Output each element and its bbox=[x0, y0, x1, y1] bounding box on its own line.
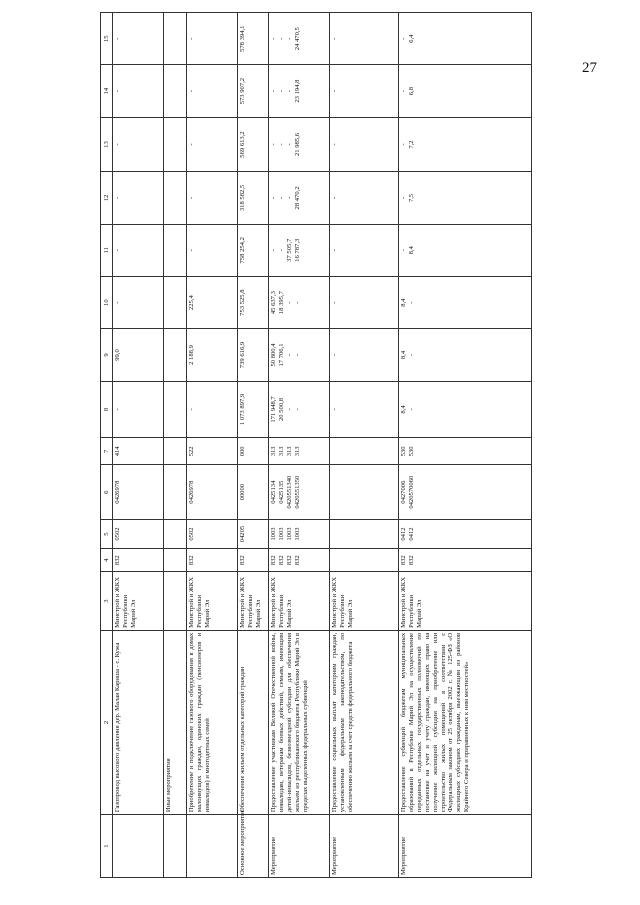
cell-value: - bbox=[285, 301, 293, 304]
cell-col-10 bbox=[238, 276, 269, 328]
cell-col-5 bbox=[187, 519, 238, 548]
cell-col-4 bbox=[238, 549, 269, 572]
program-table bbox=[100, 12, 532, 878]
col-header: 9 bbox=[101, 329, 113, 381]
cell-col-12 bbox=[238, 172, 269, 224]
cell-col-13 bbox=[269, 117, 330, 171]
col-header: 10 bbox=[101, 276, 113, 328]
cell-name: Предоставление социальных выплат категориям граждан, установленным федеральным законодательством, по обеспечению жильем за счет средств федерального бюджета bbox=[330, 630, 399, 814]
cell-value: 832 bbox=[270, 555, 277, 566]
col-header: 8 bbox=[101, 381, 113, 438]
table-row bbox=[113, 13, 164, 878]
cell-value: - bbox=[400, 37, 407, 40]
cell-value: - bbox=[400, 196, 407, 200]
cell-col-14 bbox=[113, 65, 164, 117]
cell-value: - bbox=[331, 37, 338, 40]
cell-value: - bbox=[277, 90, 285, 93]
cell-col-8 bbox=[269, 381, 330, 438]
cell-col-11 bbox=[238, 224, 269, 276]
cell-value: 28 470,2 bbox=[293, 186, 301, 210]
cell-executor: Минстрой и ЖКХ Республики Марий Эл bbox=[187, 572, 238, 631]
cell-value: 2 188,9 bbox=[188, 345, 195, 365]
cell-value: 0425135 bbox=[277, 480, 285, 504]
cell-value: 7,5 bbox=[407, 193, 415, 203]
table-row bbox=[187, 13, 238, 878]
cell-value: - bbox=[277, 143, 285, 146]
cell-col-7 bbox=[164, 438, 187, 465]
cell-col-15 bbox=[399, 13, 532, 65]
cell-value: 832 bbox=[400, 555, 407, 566]
cell-value: - bbox=[285, 37, 293, 40]
cell-value: - bbox=[277, 196, 285, 200]
table-body bbox=[113, 13, 532, 878]
cell-col-6 bbox=[330, 465, 399, 519]
cell-value: 17 706,1 bbox=[277, 343, 285, 367]
cell-value: - bbox=[188, 249, 195, 252]
col-header: 5 bbox=[101, 519, 113, 548]
cell-value: 0502 bbox=[188, 527, 195, 541]
column-number-row bbox=[101, 13, 113, 878]
cell-value: 0426978 bbox=[188, 480, 195, 504]
cell-value: - bbox=[188, 37, 195, 40]
cell-col-1 bbox=[187, 815, 238, 878]
cell-col-6 bbox=[399, 465, 532, 519]
cell-value: 00000 bbox=[239, 483, 246, 501]
cell-value: 225,4 bbox=[188, 295, 195, 311]
cell-col-9 bbox=[164, 329, 187, 381]
cell-name: Предоставление участникам Великой Отечественной войны, инвалидам, ветеранам боевых действий, семьям, имеющим детей-инвалидов, безвозмездной субсидии для обеспечения жильем из республиканского бюджета Республики Марий Эл в пределах выделенных федеральных субвенций bbox=[269, 630, 330, 814]
cell-value: 414 bbox=[114, 446, 121, 457]
cell-executor: Минстрой и ЖКХ Республики Марий Эл bbox=[330, 572, 399, 631]
cell-value: - bbox=[331, 408, 338, 411]
cell-col-6 bbox=[269, 465, 330, 519]
cell-col-11 bbox=[399, 224, 532, 276]
cell-value: 8,4 bbox=[400, 298, 407, 307]
cell-value: 6,4 bbox=[407, 34, 415, 43]
cell-col-13 bbox=[238, 117, 269, 171]
col-header: 11 bbox=[101, 224, 113, 276]
cell-col-10 bbox=[269, 276, 330, 328]
cell-value: 24 470,5 bbox=[293, 27, 301, 51]
cell-col-4 bbox=[269, 549, 330, 572]
col-header: 7 bbox=[101, 438, 113, 465]
cell-value: 739 616,9 bbox=[239, 341, 246, 369]
cell-value: 832 bbox=[293, 555, 301, 566]
cell-col-6 bbox=[113, 465, 164, 519]
cell-col-13 bbox=[330, 117, 399, 171]
cell-col-15 bbox=[269, 13, 330, 65]
cell-value: 313 bbox=[293, 446, 301, 457]
cell-value: 1003 bbox=[293, 527, 301, 541]
cell-value: 832 bbox=[239, 555, 246, 566]
cell-value: - bbox=[285, 353, 293, 357]
cell-value: - bbox=[270, 196, 277, 200]
cell-value: - bbox=[331, 301, 338, 304]
cell-value: 832 bbox=[188, 555, 195, 566]
cell-value: - bbox=[407, 353, 415, 357]
cell-col-15 bbox=[113, 13, 164, 65]
cell-name: Приобретение и подключение газового оборудования в домах малоимущих граждан, одиноких граждан (пенсионеров и инвалидов) и многодетных семей bbox=[187, 630, 238, 814]
cell-col-10 bbox=[164, 276, 187, 328]
cell-value: 530 bbox=[407, 446, 415, 457]
cell-col-7 bbox=[187, 438, 238, 465]
col-header: 4 bbox=[101, 549, 113, 572]
cell-executor: Минстрой и ЖКХ Республики Марий Эл bbox=[113, 572, 164, 631]
cell-executor: Минстрой и ЖКХ Республики Марий Эл bbox=[399, 572, 532, 631]
cell-col-5 bbox=[399, 519, 532, 548]
cell-col-14 bbox=[164, 65, 187, 117]
cell-value: 0427006 bbox=[400, 480, 407, 504]
cell-value: - bbox=[400, 90, 407, 93]
cell-col-7 bbox=[330, 438, 399, 465]
col-header: 14 bbox=[101, 65, 113, 117]
cell-col-8 bbox=[113, 381, 164, 438]
cell-value: Мероприятие bbox=[400, 836, 407, 875]
cell-col-11 bbox=[164, 224, 187, 276]
cell-col-7 bbox=[238, 438, 269, 465]
cell-col-10 bbox=[399, 276, 532, 328]
cell-col-10 bbox=[113, 276, 164, 328]
col-header: 2 bbox=[101, 630, 113, 814]
cell-value: - bbox=[285, 90, 293, 93]
cell-value: - bbox=[114, 90, 121, 93]
cell-col-11 bbox=[187, 224, 238, 276]
cell-value: 21 985,6 bbox=[293, 132, 301, 157]
cell-col-11 bbox=[269, 224, 330, 276]
cell-value: 832 bbox=[277, 555, 285, 566]
cell-value: - bbox=[188, 90, 195, 93]
cell-name: Газопровод высокого давления дер. Малая Кариша - с. Кужа bbox=[113, 630, 164, 814]
cell-col-8 bbox=[238, 381, 269, 438]
cell-col-1 bbox=[238, 809, 269, 878]
cell-col-7 bbox=[269, 438, 330, 465]
cell-value: 23 194,8 bbox=[293, 79, 301, 103]
cell-value: 1003 bbox=[277, 527, 285, 541]
cell-col-8 bbox=[330, 381, 399, 438]
cell-value: - bbox=[270, 37, 277, 40]
cell-value: 37 505,7 bbox=[285, 238, 293, 262]
cell-col-14 bbox=[330, 65, 399, 117]
cell-value: - bbox=[114, 37, 121, 40]
cell-col-12 bbox=[187, 172, 238, 224]
cell-col-12 bbox=[113, 172, 164, 224]
cell-col-5 bbox=[269, 519, 330, 548]
cell-value: 573 907,2 bbox=[239, 77, 246, 105]
cell-value: 16 787,3 bbox=[293, 238, 301, 262]
cell-value: 0426978 bbox=[114, 480, 121, 504]
cell-col-9 bbox=[399, 329, 532, 381]
cell-value: 0412 bbox=[400, 527, 407, 541]
cell-col-11 bbox=[113, 224, 164, 276]
cell-value: - bbox=[285, 408, 293, 411]
cell-value: - bbox=[285, 196, 293, 200]
cell-col-10 bbox=[187, 276, 238, 328]
cell-value: 753 525,8 bbox=[239, 289, 246, 316]
cell-executor: Минстрой и ЖКХ Республики Марий Эл bbox=[238, 572, 269, 631]
cell-value: - bbox=[331, 353, 338, 357]
cell-value: - bbox=[270, 249, 277, 252]
cell-value: 318 582,5 bbox=[239, 184, 246, 212]
table-row bbox=[164, 13, 187, 878]
cell-value: - bbox=[285, 143, 293, 146]
cell-col-1 bbox=[399, 815, 532, 878]
cell-value: 313 bbox=[285, 446, 293, 457]
cell-col-7 bbox=[399, 438, 532, 465]
cell-col-8 bbox=[399, 381, 532, 438]
cell-value: 6,8 bbox=[407, 86, 415, 96]
cell-value: - bbox=[114, 301, 121, 304]
cell-value: 45 637,3 bbox=[270, 291, 277, 315]
cell-col-5 bbox=[238, 519, 269, 548]
cell-col-5 bbox=[164, 519, 187, 548]
cell-value: Основное мероприятие bbox=[239, 809, 246, 875]
cell-value: 99,0 bbox=[114, 349, 121, 361]
cell-value: 832 bbox=[285, 555, 293, 566]
cell-value: 8,4 bbox=[400, 405, 407, 414]
cell-value: - bbox=[114, 143, 121, 146]
table-row bbox=[238, 13, 269, 878]
cell-value: 522 bbox=[188, 446, 195, 457]
cell-col-13 bbox=[164, 117, 187, 171]
col-header: 3 bbox=[101, 572, 113, 631]
cell-value: 569 613,2 bbox=[239, 131, 246, 158]
cell-value: - bbox=[331, 90, 338, 93]
cell-value: - bbox=[114, 249, 121, 252]
cell-value: 1 073 897,9 bbox=[239, 393, 246, 426]
cell-value: 832 bbox=[407, 555, 415, 566]
cell-col-6 bbox=[164, 465, 187, 519]
cell-value: 000 bbox=[239, 446, 246, 457]
cell-value: 0425134 bbox=[270, 480, 277, 504]
cell-value: - bbox=[277, 249, 285, 252]
cell-col-9 bbox=[330, 329, 399, 381]
cell-value: 1003 bbox=[285, 527, 293, 541]
cell-col-1 bbox=[164, 815, 187, 878]
col-header: 6 bbox=[101, 465, 113, 519]
cell-col-9 bbox=[187, 329, 238, 381]
cell-value: Мероприятие bbox=[270, 836, 277, 875]
cell-col-4 bbox=[330, 549, 399, 572]
cell-executor: Минстрой и ЖКХ Республики Марий Эл bbox=[269, 572, 330, 631]
cell-value: Мероприятие bbox=[331, 836, 338, 875]
cell-value: - bbox=[400, 249, 407, 252]
cell-value: 04205 bbox=[239, 525, 246, 543]
col-header: 1 bbox=[101, 815, 113, 878]
cell-col-5 bbox=[113, 519, 164, 548]
cell-value: 0420551340 bbox=[285, 475, 293, 509]
cell-col-9 bbox=[238, 329, 269, 381]
cell-value: - bbox=[407, 408, 415, 411]
cell-value: 50 800,4 bbox=[270, 343, 277, 367]
cell-value: 171 948,7 bbox=[270, 396, 277, 423]
cell-col-10 bbox=[330, 276, 399, 328]
cell-value: 0502 bbox=[114, 527, 121, 541]
cell-value: - bbox=[400, 143, 407, 146]
cell-col-8 bbox=[164, 381, 187, 438]
cell-executor bbox=[164, 572, 187, 631]
cell-value: - bbox=[188, 196, 195, 200]
cell-col-12 bbox=[399, 172, 532, 224]
cell-value: 530 bbox=[400, 446, 407, 457]
cell-value: 18 395,7 bbox=[277, 291, 285, 315]
cell-value: 8,4 bbox=[400, 350, 407, 360]
cell-value: 313 bbox=[277, 446, 285, 457]
cell-col-13 bbox=[113, 117, 164, 171]
cell-value: - bbox=[114, 196, 121, 200]
col-header: 15 bbox=[101, 13, 113, 65]
cell-value: - bbox=[331, 143, 338, 146]
cell-value: 1003 bbox=[270, 527, 277, 541]
cell-value: - bbox=[114, 408, 121, 411]
cell-value: - bbox=[188, 143, 195, 146]
cell-value: - bbox=[331, 196, 338, 200]
cell-col-6 bbox=[187, 465, 238, 519]
cell-col-12 bbox=[330, 172, 399, 224]
rotated-table-wrapper bbox=[100, 12, 620, 878]
cell-value: 0420551350 bbox=[293, 475, 301, 509]
cell-value: 578 394,1 bbox=[239, 25, 246, 52]
cell-value: - bbox=[293, 301, 301, 304]
cell-name: Обеспечение жильем отдельных категорий граждан bbox=[238, 630, 269, 814]
cell-col-11 bbox=[330, 224, 399, 276]
cell-value: - bbox=[277, 37, 285, 40]
cell-col-6 bbox=[238, 465, 269, 519]
cell-value: - bbox=[188, 408, 195, 411]
cell-col-15 bbox=[330, 13, 399, 65]
cell-col-14 bbox=[187, 65, 238, 117]
cell-col-14 bbox=[269, 65, 330, 117]
cell-col-12 bbox=[269, 172, 330, 224]
cell-col-9 bbox=[113, 329, 164, 381]
cell-col-15 bbox=[187, 13, 238, 65]
cell-value: - bbox=[331, 249, 338, 252]
cell-col-4 bbox=[187, 549, 238, 572]
cell-value: 0412 bbox=[407, 527, 415, 541]
cell-value: - bbox=[293, 408, 301, 411]
cell-col-12 bbox=[164, 172, 187, 224]
cell-col-9 bbox=[269, 329, 330, 381]
cell-col-13 bbox=[399, 117, 532, 171]
cell-col-1 bbox=[330, 815, 399, 878]
col-header: 13 bbox=[101, 117, 113, 171]
cell-value: 7,2 bbox=[407, 140, 415, 149]
cell-col-7 bbox=[113, 438, 164, 465]
cell-col-15 bbox=[164, 13, 187, 65]
table-row bbox=[399, 13, 532, 878]
col-header: 12 bbox=[101, 172, 113, 224]
cell-name: Иные мероприятия bbox=[164, 630, 187, 814]
cell-value: 758 254,2 bbox=[239, 237, 246, 264]
cell-value: 313 bbox=[270, 446, 277, 457]
cell-value: 832 bbox=[114, 555, 121, 566]
cell-name: Предоставление субвенций бюджетам муниципальных образований в Республике Марий Эл на осуществление переданных отдельных государственных полномочий по постановке на учет и учету граждан, имеющих право на получение жилищной субсидии на приобретение или строительство жилых помещений в соответствии с Федеральным законом от 25 октября 2002 г. № 125-ФЗ «О жилищных субсидиях гражданам, выезжающим из районов Крайнего Севера и приравненных к ним местностей» bbox=[399, 630, 532, 814]
page-number: 27 bbox=[582, 60, 597, 76]
cell-col-1 bbox=[269, 815, 330, 878]
cell-value: - bbox=[293, 353, 301, 357]
cell-col-14 bbox=[238, 65, 269, 117]
cell-value: 0420570060 bbox=[407, 475, 415, 509]
cell-value: - bbox=[270, 90, 277, 93]
cell-value: 8,4 bbox=[407, 246, 415, 255]
cell-col-4 bbox=[164, 549, 187, 572]
table-row bbox=[330, 13, 399, 878]
cell-col-5 bbox=[330, 519, 399, 548]
cell-value: - bbox=[407, 301, 415, 304]
cell-col-13 bbox=[187, 117, 238, 171]
cell-col-14 bbox=[399, 65, 532, 117]
cell-col-1 bbox=[113, 815, 164, 878]
cell-col-4 bbox=[113, 549, 164, 572]
cell-value: 20 500,8 bbox=[277, 397, 285, 421]
table-row bbox=[269, 13, 330, 878]
cell-value: - bbox=[270, 143, 277, 146]
cell-col-8 bbox=[187, 381, 238, 438]
cell-col-4 bbox=[399, 549, 532, 572]
cell-col-15 bbox=[238, 13, 269, 65]
